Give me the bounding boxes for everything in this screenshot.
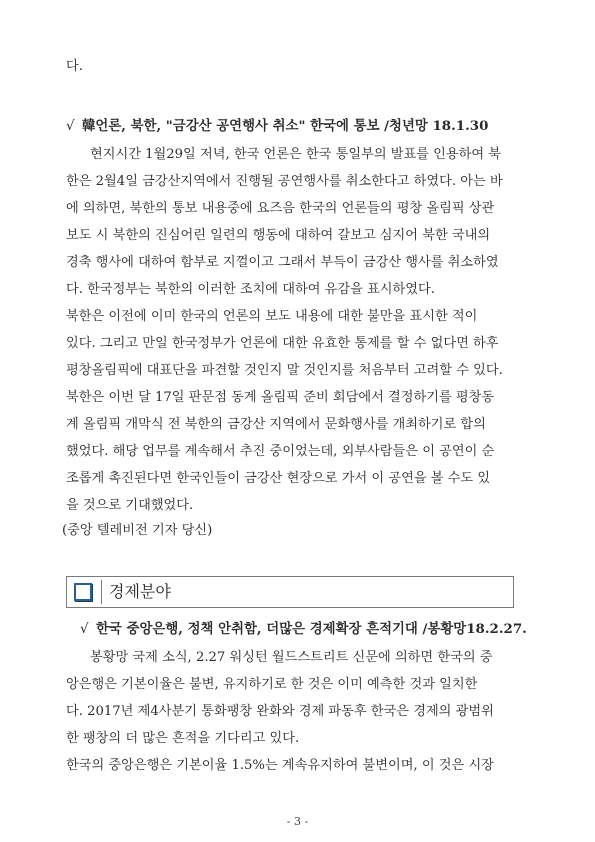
paragraph-line: 봉황망 국제 소식, 2.27 워싱턴 월드스트리트 신문에 의하면 한국의 중 bbox=[90, 650, 493, 665]
article-headline bbox=[66, 117, 488, 136]
paragraph-line: 한은 2월4일 금강산지역에서 진행될 공연행사를 취소한다고 하였다. 아는 바 bbox=[66, 174, 503, 189]
article-headline bbox=[80, 620, 527, 639]
continued-text-fragment: 다. bbox=[66, 59, 83, 74]
checkbox-square-icon bbox=[74, 583, 92, 601]
paragraph-line: 다. 2017년 제4사분기 통화팽창 완화와 경제 파동후 한국은 경제의 광범위 bbox=[66, 704, 494, 719]
paragraph-line: 보도 시 북한의 진심어린 일련의 행동에 대하여 갈보고 심지어 북한 국내의 bbox=[66, 228, 491, 243]
paragraph-line: 있다. 그리고 만일 한국정부가 언론에 대한 유효한 통제를 할 수 없다면 하후 bbox=[66, 336, 499, 351]
paragraph-line: 현지시간 1월29일 저녁, 한국 언론은 한국 통일부의 발표를 인용하여 북 bbox=[90, 147, 502, 162]
paragraph-line: 한 팽창의 더 많은 흔적을 기다리고 있다. bbox=[66, 731, 300, 746]
paragraph-line: 에 의하면, 북한의 통보 내용중에 요즈음 한국의 언론들의 평창 올림픽 상관 bbox=[66, 201, 495, 216]
paragraph-line: 경축 행사에 대하여 함부로 지껄이고 그래서 부득이 금강산 행사를 취소하였 bbox=[66, 255, 499, 270]
section-header bbox=[66, 576, 514, 608]
paragraph-line: 평창올림픽에 대표단을 파견할 것인지 말 것인지를 처음부터 고려할 수 있다. bbox=[66, 363, 503, 378]
headline-text: 한국 중앙은행, 정책 안취함, 더많은 경제확장 흔적기대 /봉황망18.2.27. bbox=[96, 621, 527, 637]
check-mark-icon: √ bbox=[80, 622, 89, 637]
paragraph-line: 했었다. 해당 업무를 계속해서 추진 중이었는데, 외부사람들은 이 공연이 순 bbox=[66, 444, 495, 459]
paragraph-line: 북한은 이전에 이미 한국의 언론의 보도 내용에 대한 불만을 표시한 적이 bbox=[66, 309, 478, 324]
section-divider bbox=[101, 580, 102, 604]
paragraph-line: 계 올림픽 개막식 전 북한의 금강산 지역에서 문화행사를 개최하기로 합의 bbox=[66, 417, 486, 432]
paragraph-line: 다. 한국정부는 북한의 이러한 조치에 대하여 유감을 표시하였다. bbox=[66, 282, 435, 297]
paragraph-line: 조롭게 촉진된다면 한국인들이 금강산 현장으로 가서 이 공연을 볼 수도 있 bbox=[66, 471, 491, 486]
paragraph-line: 을 것으로 기대했었다. bbox=[66, 498, 194, 513]
check-mark-icon: √ bbox=[66, 119, 75, 134]
paragraph-line: 한국의 중앙은행은 기본이율 1.5%는 계속유지하여 불변이며, 이 것은 시장 bbox=[66, 758, 494, 773]
headline-text: 韓언론, 북한, "금강산 공연행사 취소" 한국에 통보 /청년망 18.1.30 bbox=[82, 118, 489, 134]
paragraph-line: 북한은 이번 달 17일 판문점 동계 올림픽 준비 회담에서 결정하기를 평창동 bbox=[66, 390, 495, 405]
paragraph-line: 앙은행은 기본이율은 불변, 유지하기로 한 것은 이미 예측한 것과 일치한 bbox=[66, 677, 478, 692]
source-credit: (중앙 텔레비전 기자 당신) bbox=[62, 523, 213, 538]
section-title: 경제분야 bbox=[109, 582, 171, 601]
page-number: - 3 - bbox=[286, 815, 309, 828]
